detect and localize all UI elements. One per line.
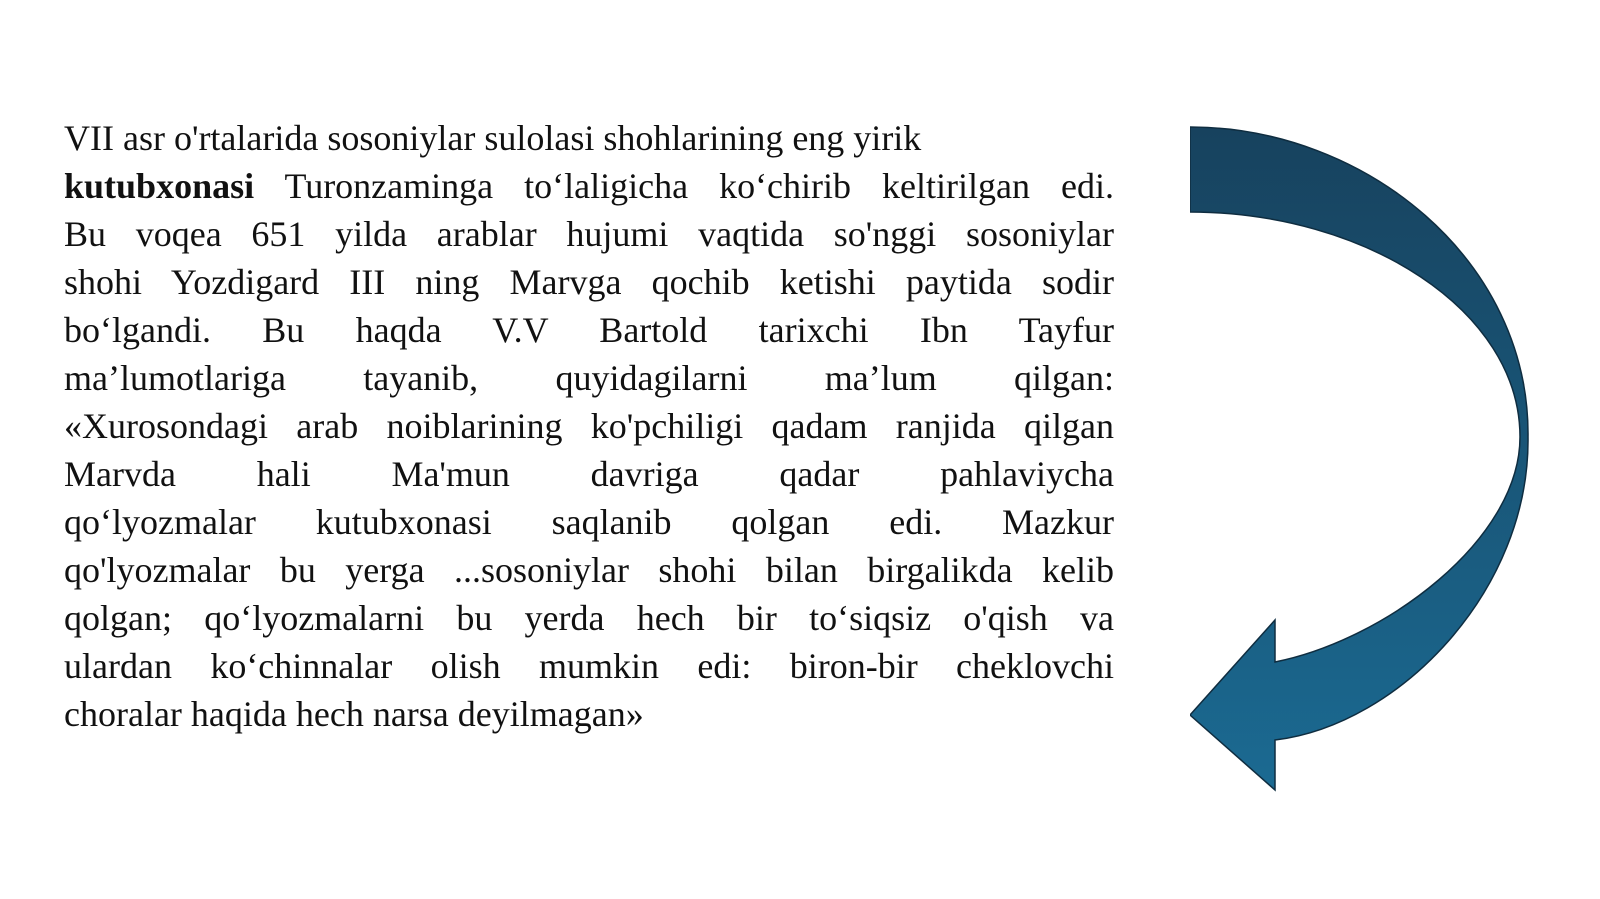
paragraph-line: VII asr o'rtalarida sosoniylar sulolasi shohlarining eng yirik [64, 118, 922, 158]
paragraph-line: Bu voqea 651 yilda arablar hujumi vaqtida so'nggi sosoniylar [64, 214, 1114, 254]
quote-paragraph [64, 114, 1114, 738]
paragraph-line: choralar haqida hech narsa deyilmagan» [64, 694, 644, 734]
paragraph-line: bo‘lgandi. Bu haqda V.V Bartold tarixchi Ibn Tayfur [64, 310, 1114, 350]
paragraph-line: ma’lumotlariga tayanib, quyidagilarni ma’lum qilgan: [64, 358, 1114, 398]
paragraph-line: shohi Yozdigard III ning Marvga qochib ketishi paytida sodir [64, 262, 1114, 302]
curved-arrow-left-icon [1190, 110, 1560, 820]
bold-term: kutubxonasi [64, 166, 255, 206]
paragraph-line: Marvda hali Ma'mun davriga qadar pahlaviycha [64, 454, 1114, 494]
paragraph-line: qolgan; qo‘lyozmalarni bu yerda hech bir to‘siqsiz o'qish va [64, 598, 1114, 638]
paragraph-line: «Xurosondagi arab noiblarining ko'pchiligi qadam ranjida qilgan [64, 406, 1114, 446]
paragraph-line [64, 162, 1114, 210]
paragraph-line: qo‘lyozmalar kutubxonasi saqlanib qolgan edi. Mazkur [64, 502, 1114, 542]
paragraph-line-rest: Turonzaminga to‘laligicha ko‘chirib keltirilgan edi. [254, 166, 1114, 206]
paragraph-line: qo'lyozmalar bu yerga ...sosoniylar shohi bilan birgalikda kelib [64, 550, 1114, 590]
paragraph-line: ulardan ko‘chinnalar olish mumkin edi: biron-bir cheklovchi [64, 646, 1114, 686]
